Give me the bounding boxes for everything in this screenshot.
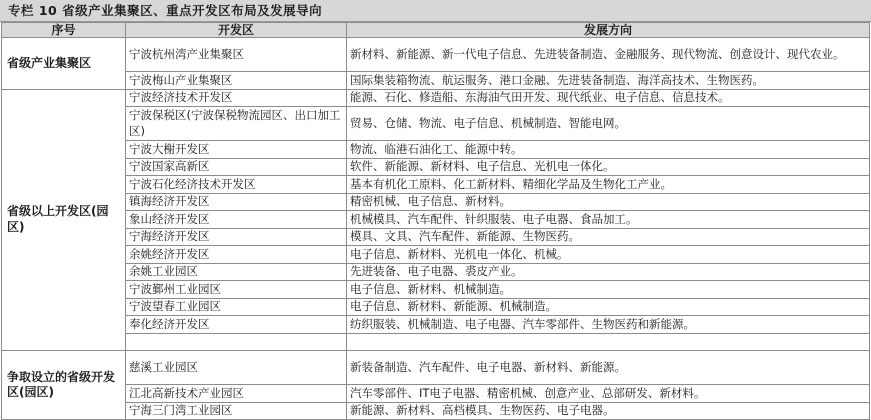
zone-cell: 宁波望春工业园区 xyxy=(126,298,347,316)
direction-cell: 新装备制造、汽车配件、电子电器、新材料、新能源。 xyxy=(347,351,870,385)
table-row xyxy=(2,176,870,194)
category-cell: 省级以上开发区(园区) xyxy=(2,89,126,351)
zone-cell: 象山经济开发区 xyxy=(126,211,347,229)
direction-cell: 国际集装箱物流、航运服务、港口金融、先进装备制造、海洋高技术、生物医药。 xyxy=(347,72,870,90)
panel-title: 专栏 10 省级产业集聚区、重点开发区布局及发展导向 xyxy=(0,0,871,22)
table-row xyxy=(2,193,870,211)
category-cell: 省级产业集聚区 xyxy=(2,38,126,90)
direction-cell: 能源、石化、修造船、东海油气田开发、现代纸业、电子信息、信息技术。 xyxy=(347,89,870,107)
table-row xyxy=(2,263,870,281)
table-row xyxy=(2,107,870,141)
table-row xyxy=(2,141,870,159)
table-row xyxy=(2,351,870,385)
category-cell: 争取设立的省级开发区(园区) xyxy=(2,351,126,420)
zone-cell: 宁波石化经济技术开发区 xyxy=(126,176,347,194)
zone-cell: 宁波大榭开发区 xyxy=(126,141,347,159)
direction-cell: 物流、临港石油化工、能源中转。 xyxy=(347,141,870,159)
header-direction: 发展方向 xyxy=(347,23,870,38)
table-row xyxy=(2,402,870,420)
direction-cell: 模具、文具、汽车配件、新能源、生物医药。 xyxy=(347,228,870,246)
zone-cell: 江北高新技术产业园区 xyxy=(126,385,347,403)
table-row xyxy=(2,211,870,229)
header-index: 序号 xyxy=(2,23,126,38)
zone-cell: 宁波保税区(宁波保税物流园区、出口加工区) xyxy=(126,107,347,141)
direction-cell: 电子信息、新材料、机械制造。 xyxy=(347,281,870,299)
zone-cell xyxy=(126,333,347,351)
direction-cell: 新材料、新能源、新一代电子信息、先进装备制造、金融服务、现代物流、创意设计、现代农业。 xyxy=(347,38,870,72)
direction-cell: 电子信息、新材料、光机电一体化、机械。 xyxy=(347,246,870,264)
header-zone: 开发区 xyxy=(126,23,347,38)
direction-cell: 汽车零部件、IT电子电器、精密机械、创意产业、总部研发、新材料。 xyxy=(347,385,870,403)
direction-cell: 基本有机化工原料、化工新材料、精细化学品及生物化工产业。 xyxy=(347,176,870,194)
table-row xyxy=(2,89,870,107)
direction-cell: 先进装备、电子电器、裘皮产业。 xyxy=(347,263,870,281)
table-header-row xyxy=(2,23,870,38)
zone-cell: 宁波梅山产业集聚区 xyxy=(126,72,347,90)
direction-cell xyxy=(347,333,870,351)
zone-cell: 镇海经济开发区 xyxy=(126,193,347,211)
table-row xyxy=(2,246,870,264)
zone-cell: 余姚经济开发区 xyxy=(126,246,347,264)
development-zone-table xyxy=(1,22,870,420)
direction-cell: 纺织服装、机械制造、电子电器、汽车零部件、生物医药和新能源。 xyxy=(347,316,870,334)
zone-cell: 奉化经济开发区 xyxy=(126,316,347,334)
table-row xyxy=(2,72,870,90)
table-row xyxy=(2,38,870,72)
table-row xyxy=(2,228,870,246)
zone-cell: 宁波杭州湾产业集聚区 xyxy=(126,38,347,72)
direction-cell: 精密机械、电子信息、新材料。 xyxy=(347,193,870,211)
direction-cell: 机械模具、汽车配件、针织服装、电子电器、食品加工。 xyxy=(347,211,870,229)
direction-cell: 软件、新能源、新材料、电子信息、光机电一体化。 xyxy=(347,158,870,176)
direction-cell: 电子信息、新材料、新能源、机械制造。 xyxy=(347,298,870,316)
table-row xyxy=(2,385,870,403)
zone-cell: 宁波鄞州工业园区 xyxy=(126,281,347,299)
zone-cell: 宁海三门湾工业园区 xyxy=(126,402,347,420)
zone-cell: 余姚工业园区 xyxy=(126,263,347,281)
direction-cell: 新能源、新材料、高档模具、生物医药、电子电器。 xyxy=(347,402,870,420)
table-row xyxy=(2,158,870,176)
zone-cell: 慈溪工业园区 xyxy=(126,351,347,385)
direction-cell: 贸易、仓储、物流、电子信息、机械制造、智能电网。 xyxy=(347,107,870,141)
zone-cell: 宁波国家高新区 xyxy=(126,158,347,176)
table-row xyxy=(2,333,870,351)
table-row xyxy=(2,281,870,299)
table-row xyxy=(2,316,870,334)
table-row xyxy=(2,298,870,316)
zone-cell: 宁海经济开发区 xyxy=(126,228,347,246)
zone-cell: 宁波经济技术开发区 xyxy=(126,89,347,107)
